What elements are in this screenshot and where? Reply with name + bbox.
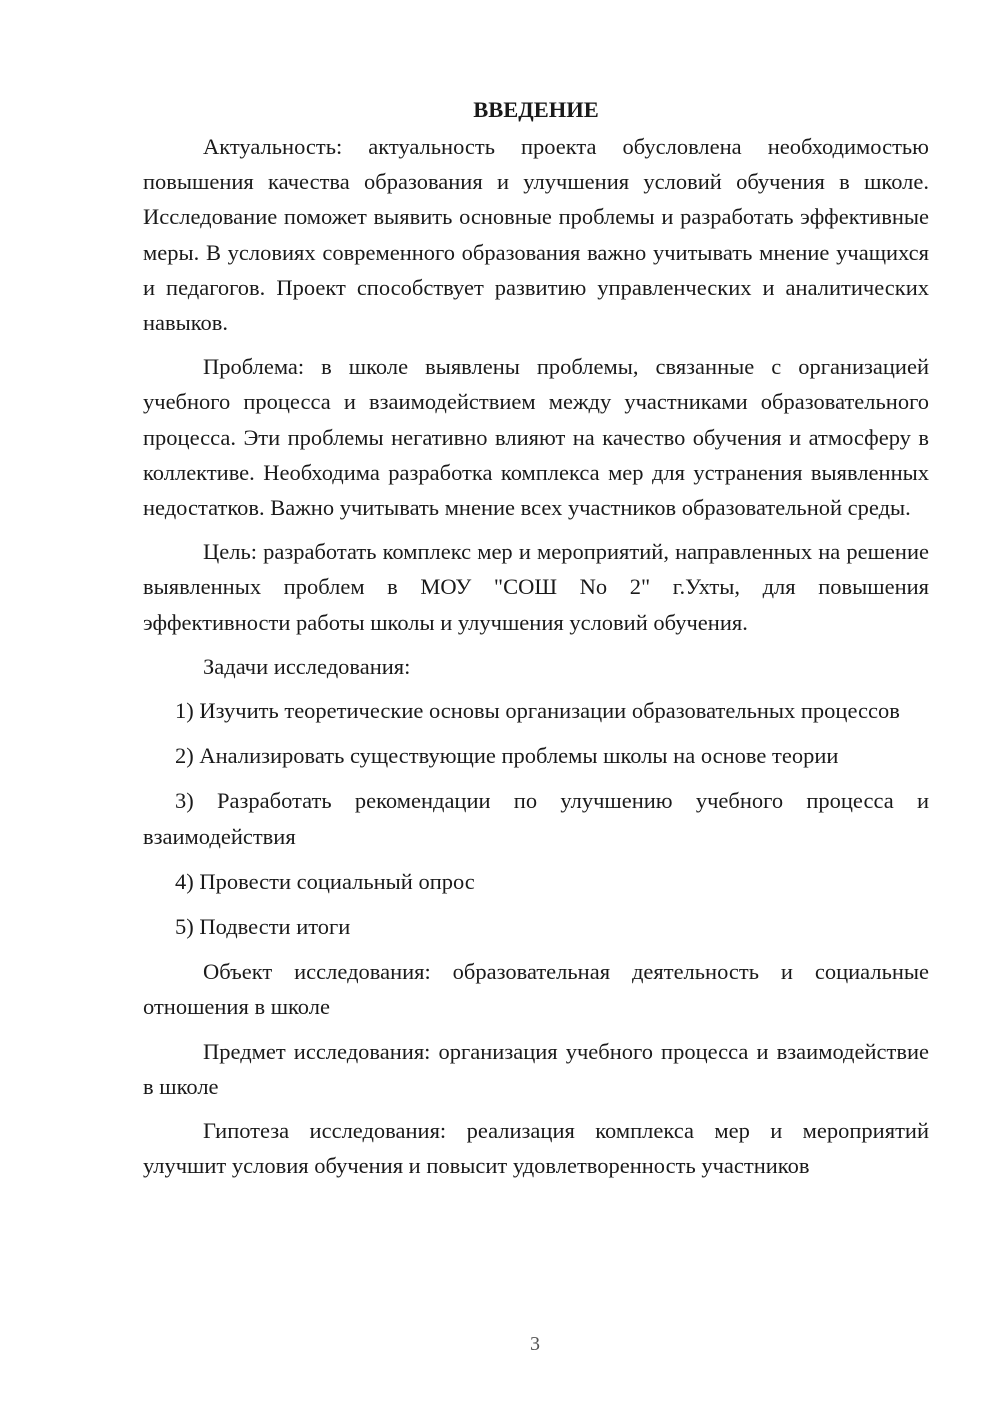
paragraph-object: Объект исследования: образовательная деятельность и социальные отношения в школе xyxy=(143,959,929,1020)
task-item-4: 4) Провести социальный опрос xyxy=(175,868,475,894)
task-item-3: 3) Разработать рекомендации по улучшению учебного процесса и взаимодействия xyxy=(143,788,929,849)
paragraph-goal: Цель: разработать комплекс мер и мероприятий, направленных на решение выявленных проблем в МОУ "СОШ No 2" г.Ухты, для повышения эффективности работы школы и улучшения условий обучения. xyxy=(143,539,929,635)
paragraph-relevance: Актуальность: актуальность проекта обусловлена необходимостью повышения качества образования и улучшения условий обучения в школе. Исследование поможет выявить основные проблемы и разработать эффективные меры. В условиях современного образования важно учитывать мнение учащихся и педагогов. Проект способствует развитию управленческих и аналитических навыков. xyxy=(143,134,929,336)
paragraph-subject: Предмет исследования: организация учебного процесса и взаимодействие в школе xyxy=(143,1038,929,1099)
paragraph-tasks-title: Задачи исследования: xyxy=(203,653,411,679)
document-page xyxy=(143,92,929,1192)
page-number: 3 xyxy=(530,1333,540,1355)
paragraph-hypothesis: Гипотеза исследования: реализация комплекса мер и мероприятий улучшит условия обучения и повысит удовлетворенность участников xyxy=(143,1118,929,1179)
paragraph-problem: Проблема: в школе выявлены проблемы, связанные с организацией учебного процесса и взаимодействием между участниками образовательного процесса. Эти проблемы негативно влияют на качество обучения и атмосферу в коллективе. Необходима разработка комплекса мер для устранения выявленных недостатков. Важно учитывать мнение всех участников образовательной среды. xyxy=(143,354,929,521)
task-item-2: 2) Анализировать существующие проблемы школы на основе теории xyxy=(175,743,839,769)
task-item-1: 1) Изучить теоретические основы организации образовательных процессов xyxy=(175,698,900,724)
page-title: ВВЕДЕНИЕ xyxy=(473,97,599,122)
task-item-5: 5) Подвести итоги xyxy=(175,914,351,940)
